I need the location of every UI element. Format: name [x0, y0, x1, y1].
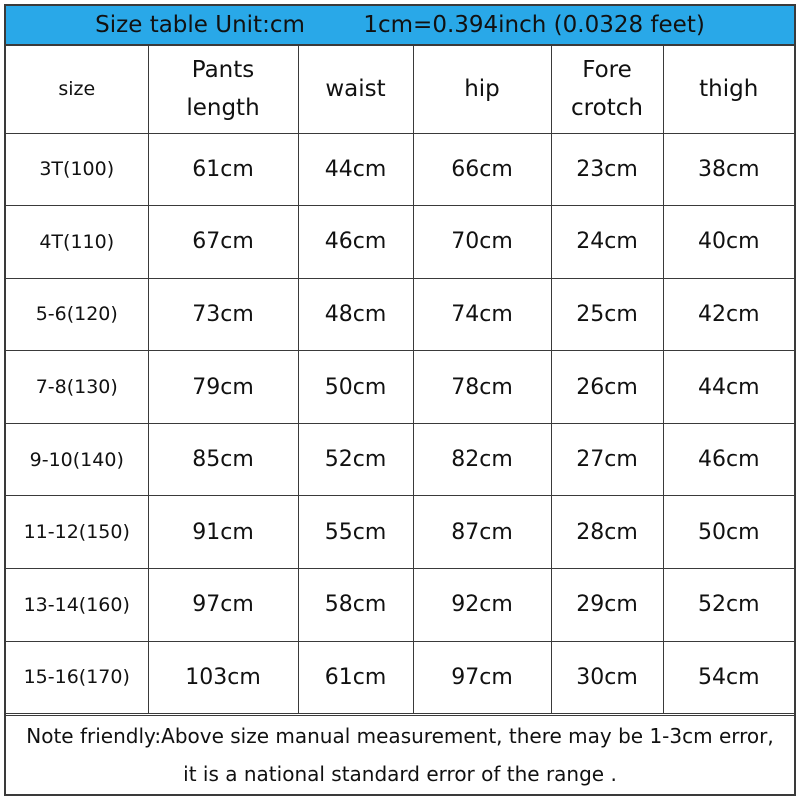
cell-pants-length: 73cm [148, 278, 298, 351]
table-row [6, 133, 794, 206]
cell-pants-length: 61cm [148, 133, 298, 206]
cell-waist: 50cm [298, 351, 413, 424]
size-table [6, 46, 794, 714]
cell-thigh: 42cm [663, 278, 794, 351]
table-row [6, 351, 794, 424]
cell-hip: 97cm [413, 641, 551, 714]
cell-thigh: 38cm [663, 133, 794, 206]
cell-size: 9-10(140) [6, 423, 148, 496]
cell-pants-length: 103cm [148, 641, 298, 714]
size-chart [4, 4, 796, 796]
table-row [6, 423, 794, 496]
cell-hip: 70cm [413, 206, 551, 279]
cell-size: 4T(110) [6, 206, 148, 279]
cell-thigh: 52cm [663, 569, 794, 642]
cell-pants-length: 91cm [148, 496, 298, 569]
cell-thigh: 40cm [663, 206, 794, 279]
cell-fore-crotch: 23cm [551, 133, 663, 206]
cell-fore-crotch: 29cm [551, 569, 663, 642]
cell-fore-crotch: 25cm [551, 278, 663, 351]
cell-pants-length: 67cm [148, 206, 298, 279]
cell-fore-crotch: 28cm [551, 496, 663, 569]
cell-hip: 78cm [413, 351, 551, 424]
cell-hip: 82cm [413, 423, 551, 496]
cell-fore-crotch: 24cm [551, 206, 663, 279]
cell-waist: 52cm [298, 423, 413, 496]
header-fore-crotch: Fore crotch [551, 46, 663, 133]
cell-pants-length: 79cm [148, 351, 298, 424]
table-row [6, 278, 794, 351]
cell-waist: 48cm [298, 278, 413, 351]
cell-thigh: 44cm [663, 351, 794, 424]
table-row [6, 496, 794, 569]
header-row [6, 46, 794, 133]
cell-thigh: 50cm [663, 496, 794, 569]
header-pants-length: Pants length [148, 46, 298, 133]
cell-waist: 58cm [298, 569, 413, 642]
cell-waist: 61cm [298, 641, 413, 714]
header-thigh: thigh [663, 46, 794, 133]
cell-size: 13-14(160) [6, 569, 148, 642]
cell-waist: 55cm [298, 496, 413, 569]
header-size: size [6, 46, 148, 133]
header-waist: waist [298, 46, 413, 133]
cell-fore-crotch: 30cm [551, 641, 663, 714]
cell-size: 5-6(120) [6, 278, 148, 351]
cell-thigh: 54cm [663, 641, 794, 714]
table-row [6, 641, 794, 714]
cell-hip: 74cm [413, 278, 551, 351]
cell-size: 11-12(150) [6, 496, 148, 569]
cell-waist: 44cm [298, 133, 413, 206]
cell-fore-crotch: 26cm [551, 351, 663, 424]
cell-fore-crotch: 27cm [551, 423, 663, 496]
cell-pants-length: 85cm [148, 423, 298, 496]
cell-size: 3T(100) [6, 133, 148, 206]
cell-hip: 87cm [413, 496, 551, 569]
cell-size: 7-8(130) [6, 351, 148, 424]
table-row [6, 569, 794, 642]
cell-waist: 46cm [298, 206, 413, 279]
note-text: Note friendly:Above size manual measurement, there may be 1-3cm error, it is a national standard error of the range . [6, 715, 794, 794]
cell-thigh: 46cm [663, 423, 794, 496]
cell-hip: 92cm [413, 569, 551, 642]
cell-pants-length: 97cm [148, 569, 298, 642]
table-title: Size table Unit:cm 1cm=0.394inch (0.0328 feet) [6, 6, 794, 46]
header-hip: hip [413, 46, 551, 133]
table-row [6, 206, 794, 279]
cell-hip: 66cm [413, 133, 551, 206]
cell-size: 15-16(170) [6, 641, 148, 714]
